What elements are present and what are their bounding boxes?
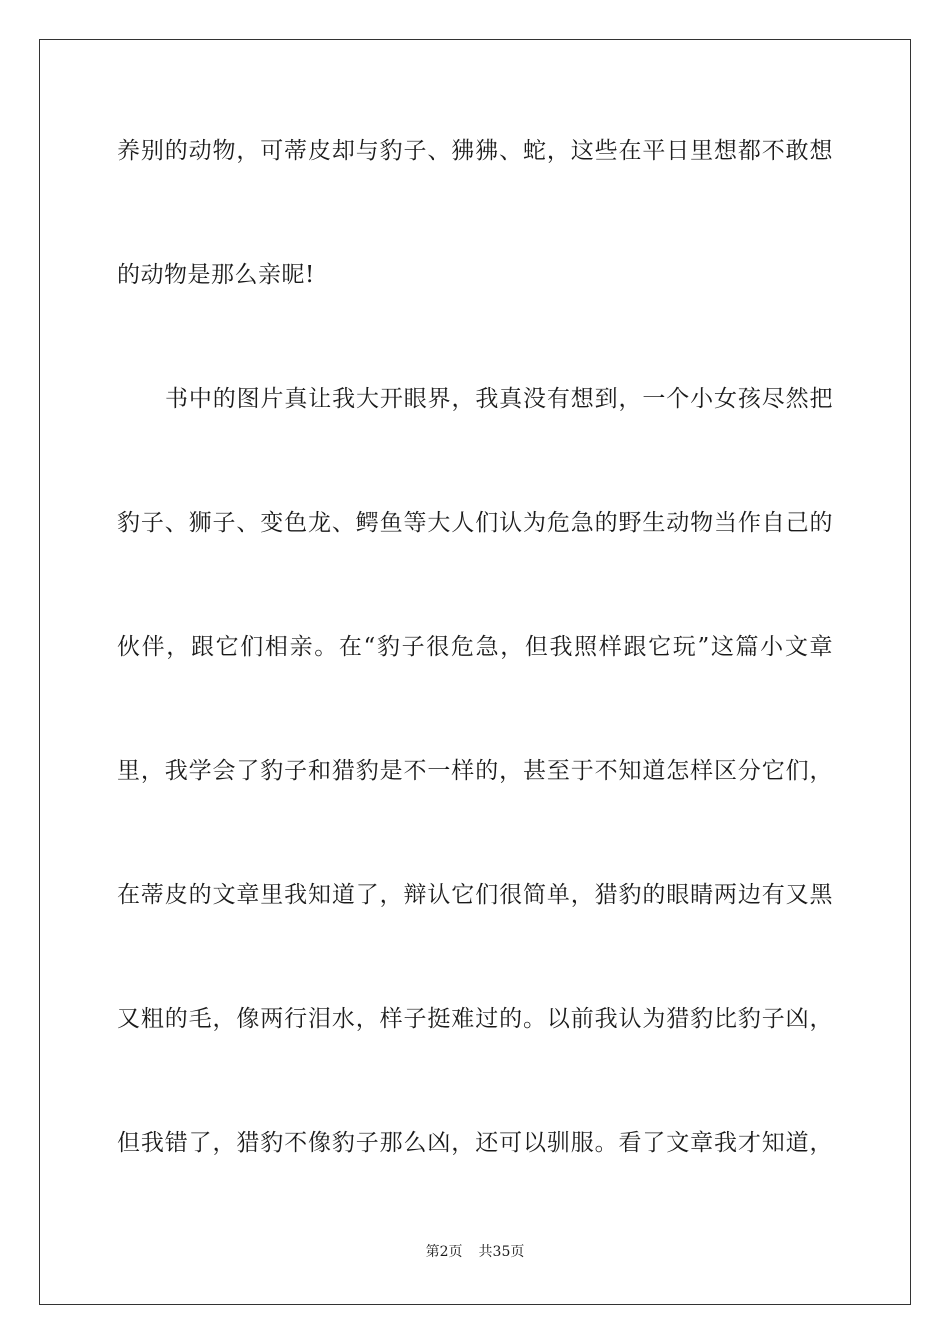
text-line-2: 的动物是那么亲昵!: [117, 262, 315, 288]
text-line-9: 但我错了，猎豹不像豹子那么凶，还可以驯服。看了文章我才知道，: [117, 1130, 833, 1156]
text-line-4: 豹子、狮子、变色龙、鳄鱼等大人们认为危急的野生动物当作自己的: [117, 510, 833, 536]
text-line-3-paragraph-start: 书中的图片真让我大开眼界，我真没有想到，一个小女孩尽然把: [165, 386, 833, 412]
text-line-7: 在蒂皮的文章里我知道了，辩认它们很简单，猎豹的眼睛两边有又黑: [117, 882, 833, 908]
text-line-5: 伙伴，跟它们相亲。在“豹子很危急，但我照样跟它玩”这篇小文章: [117, 634, 833, 660]
page-number-current: 第2页: [425, 1244, 463, 1260]
text-line-8: 又粗的毛，像两行泪水，样子挺难过的。以前我认为猎豹比豹子凶，: [117, 1006, 833, 1032]
page-footer: [0, 1243, 950, 1261]
page-border: [39, 39, 911, 1305]
text-line-6: 里，我学会了豹子和猎豹是不一样的，甚至于不知道怎样区分它们，: [117, 758, 833, 784]
page-number-total: 共35页: [478, 1244, 525, 1260]
text-line-1: 养别的动物，可蒂皮却与豹子、狒狒、蛇，这些在平日里想都不敢想: [117, 138, 833, 164]
